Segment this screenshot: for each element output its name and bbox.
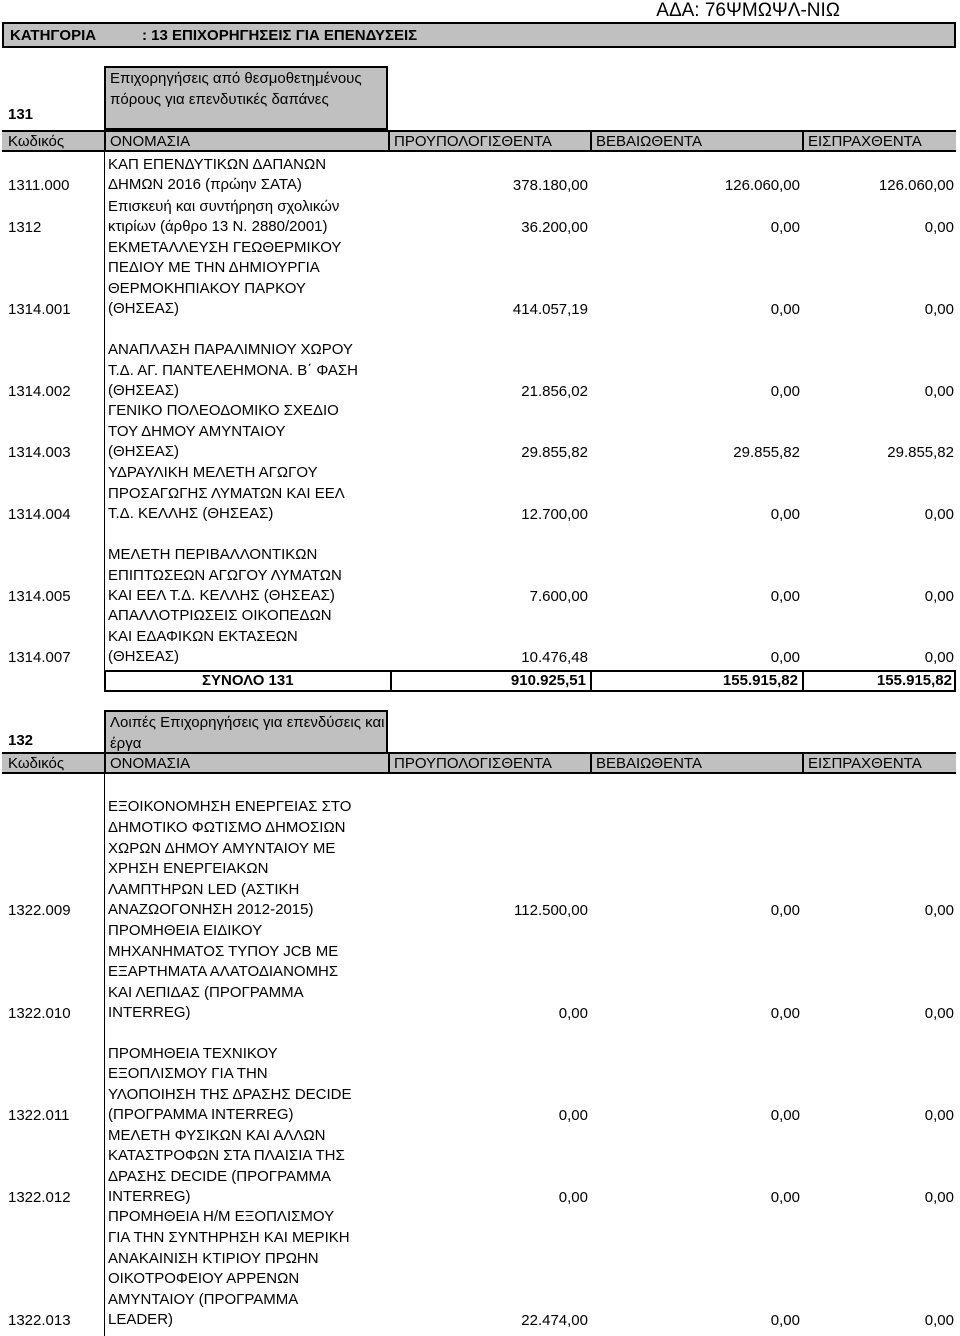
- row-budget: 7.600,00: [529, 588, 588, 605]
- col-collected: ΕΙΣΠΡΑΧΘΕΝΤΑ: [808, 755, 922, 772]
- row-budget: 29.855,82: [521, 444, 588, 461]
- col-certified: ΒΕΒΑΙΩΘΕΝΤΑ: [596, 133, 702, 150]
- row-name: ΕΞΟΙΚΟΝΟΜΗΣΗ ΕΝΕΡΓΕΙΑΣ ΣΤΟ ΔΗΜΟΤΙΚΟ ΦΩΤΙΣΜΟ ΔΗΜΟΣΙΩΝ ΧΩΡΩΝ ΔΗΜΟΥ ΑΜΥΝΤΑΙΟΥ ΜΕ ΧΡΗΣΗ ΕΝΕΡΓΕΙΑΚΩΝ ΛΑΜΠΤΗΡΩΝ LED (ΑΣΤΙΚΗ ΑΝΑΖΩΟΓΟΝΗΣΗ 2012-2015): [108, 798, 352, 919]
- row-certified: 0,00: [770, 383, 800, 400]
- row-certified: 0,00: [770, 1107, 800, 1124]
- total-certified: 155.915,82: [722, 672, 798, 689]
- row-collected: 126.060,00: [878, 177, 954, 194]
- row-code: 1322.009: [8, 902, 71, 919]
- table-row: [0, 1088, 960, 1208]
- col-code: Κωδικός: [8, 133, 65, 150]
- ada-code: ΑΔΑ: 76ΨΜΩΨΛ-ΝΙΩ: [656, 0, 840, 21]
- row-code: 1322.012: [8, 1189, 71, 1206]
- row-collected: 29.855,82: [887, 444, 954, 461]
- col-name: ΟΝΟΜΑΣΙΑ: [110, 755, 191, 772]
- row-name: ΜΕΛΕΤΗ ΠΕΡΙΒΑΛΛΟΝΤΙΚΩΝ ΕΠΙΠΤΩΣΕΩΝ ΑΓΩΓΟΥ ΛΥΜΑΤΩΝ ΚΑΙ ΕΕΛ Τ.Δ. ΚΕΛΛΗΣ (ΘΗΣΕΑΣ): [108, 546, 342, 605]
- section-code-132: 132: [8, 732, 34, 749]
- row-code: 1322.013: [8, 1312, 71, 1329]
- row-name: ΕΚΜΕΤΑΛΛΕΥΣΗ ΓΕΩΘΕΡΜΙΚΟΥ ΠΕΔΙΟΥ ΜΕ ΤΗΝ ΔΗΜΙΟΥΡΓΙΑ ΘΕΡΜΟΚΗΠΙΑΚΟΥ ΠΑΡΚΟΥ (ΘΗΣΕΑΣ): [108, 238, 342, 318]
- row-name: ΜΕΛΕΤΗ ΦΥΣΙΚΩΝ ΚΑΙ ΑΛΛΩΝ ΚΑΤΑΣΤΡΟΦΩΝ ΣΤΑ ΠΛΑΙΣΙΑ ΤΗΣ ΔΡΑΣΗΣ DECIDE (ΠΡΟΓΡΑΜΜΑ INTERREG): [108, 1126, 345, 1206]
- row-collected: 0,00: [924, 588, 954, 605]
- row-certified: 0,00: [770, 649, 800, 666]
- table-row: [0, 1208, 960, 1331]
- row-certified: 0,00: [770, 588, 800, 605]
- section-code-131: 131: [8, 106, 34, 123]
- row-collected: 0,00: [924, 902, 954, 919]
- table-row: [0, 548, 960, 668]
- row-certified: 0,00: [770, 1005, 800, 1022]
- col-certified: ΒΕΒΑΙΩΘΕΝΤΑ: [596, 755, 702, 772]
- row-code: 1322.011: [8, 1107, 70, 1124]
- category-label: ΚΑΤΗΓΟΡΙΑ: [10, 27, 97, 44]
- row-budget: 378.180,00: [512, 177, 588, 194]
- column-header-132: [2, 752, 956, 774]
- row-collected: 0,00: [924, 383, 954, 400]
- row-code: 1311.000: [8, 177, 70, 194]
- row-name: Επισκευή και συντήρηση σχολικών κτιρίων (άρθρο 13 Ν. 2880/2001): [108, 197, 340, 236]
- row-name: ΠΡΟΜΗΘΕΙΑ ΕΙΔΙΚΟΥ ΜΗΧΑΝΗΜΑΤΟΣ ΤΥΠΟΥ JCB ΜΕ ΕΞΑΡΤΗΜΑΤΑ ΑΛΑΤΟΔΙΑΝΟΜΗΣ ΚΑΙ ΛΕΠΙΔΑΣ (ΠΡΟΓΡΑΜΜΑ INTERREG): [108, 922, 339, 1022]
- table-row: [0, 798, 960, 921]
- row-collected: 0,00: [924, 1107, 954, 1124]
- row-budget: 0,00: [558, 1107, 588, 1124]
- col-code: Κωδικός: [8, 755, 65, 772]
- row-code: 1314.001: [8, 301, 71, 318]
- row-certified: 0,00: [770, 219, 800, 236]
- col-collected: ΕΙΣΠΡΑΧΘΕΝΤΑ: [808, 133, 922, 150]
- total-budget: 910.925,51: [510, 672, 586, 689]
- row-code: 1314.002: [8, 383, 71, 400]
- row-certified: 0,00: [770, 301, 800, 318]
- section-title-131: Επιχορηγήσεις από θεσμοθετημένους πόρους για επενδυτικές δαπάνες: [104, 66, 388, 130]
- total-label: ΣΥΝΟΛΟ 131: [202, 672, 294, 689]
- row-name: ΠΡΟΜΗΘΕΙΑ ΤΕΧΝΙΚΟΥ ΕΞΟΠΛΙΣΜΟΥ ΓΙΑ ΤΗΝ ΥΛΟΠΟΙΗΣΗ ΤΗΣ ΔΡΑΣΗΣ DECIDE (ΠΡΟΓΡΑΜΜΑ INTERREG): [108, 1044, 352, 1124]
- row-name: ΑΠΑΛΛΟΤΡΙΩΣΕΙΣ ΟΙΚΟΠΕΔΩΝ ΚΑΙ ΕΔΑΦΙΚΩΝ ΕΚΤΑΣΕΩΝ (ΘΗΣΕΑΣ): [108, 607, 332, 666]
- row-certified: 0,00: [770, 1312, 800, 1329]
- row-budget: 12.700,00: [521, 506, 588, 523]
- row-collected: 0,00: [924, 506, 954, 523]
- category-bar: [2, 22, 956, 48]
- section-title-132: Λοιπές Επιχορηγήσεις για επενδύσεις και έργα: [104, 710, 388, 754]
- row-budget: 0,00: [558, 1005, 588, 1022]
- row-code: 1314.004: [8, 506, 71, 523]
- row-code: 1314.007: [8, 649, 71, 666]
- col-budget: ΠΡΟΥΠΟΛΟΓΙΣΘΕΝΤΑ: [394, 755, 552, 772]
- row-collected: 0,00: [924, 1189, 954, 1206]
- row-code: 1322.010: [8, 1005, 71, 1022]
- row-budget: 414.057,19: [512, 301, 588, 318]
- row-name: ΚΑΠ ΕΠΕΝΔΥΤΙΚΩΝ ΔΑΠΑΝΩΝ ΔΗΜΩΝ 2016 (πρώην ΣΑΤΑ): [108, 155, 327, 194]
- row-name: ΑΝΑΠΛΑΣΗ ΠΑΡΑΛΙΜΝΙΟΥ ΧΩΡΟΥ Τ.Δ. ΑΓ. ΠΑΝΤΕΛΕΗΜΟΝΑ. Β΄ ΦΑΣΗ (ΘΗΣΕΑΣ): [108, 341, 359, 400]
- row-budget: 36.200,00: [521, 219, 588, 236]
- row-certified: 0,00: [770, 506, 800, 523]
- row-budget: 0,00: [558, 1189, 588, 1206]
- row-collected: 0,00: [924, 1005, 954, 1022]
- row-certified: 29.855,82: [733, 444, 800, 461]
- row-certified: 126.060,00: [724, 177, 800, 194]
- col-name: ΟΝΟΜΑΣΙΑ: [110, 133, 191, 150]
- row-certified: 0,00: [770, 902, 800, 919]
- row-budget: 21.856,02: [521, 383, 588, 400]
- row-collected: 0,00: [924, 301, 954, 318]
- row-name: ΥΔΡΑΥΛΙΚΗ ΜΕΛΕΤΗ ΑΓΩΓΟΥ ΠΡΟΣΑΓΩΓΗΣ ΛΥΜΑΤΩΝ ΚΑΙ ΕΕΛ Τ.Δ. ΚΕΛΛΗΣ (ΘΗΣΕΑΣ): [108, 464, 345, 523]
- total-collected: 155.915,82: [876, 672, 952, 689]
- category-value: : 13 ΕΠΙΧΟΡΗΓΗΣΕΙΣ ΓΙΑ ΕΠΕΝΔΥΣΕΙΣ: [142, 27, 418, 44]
- row-code: 1314.003: [8, 444, 71, 461]
- row-collected: 0,00: [924, 1312, 954, 1329]
- row-budget: 10.476,48: [521, 649, 588, 666]
- row-code: 1312: [8, 219, 42, 236]
- row-name: ΠΡΟΜΗΘΕΙΑ Η/Μ ΕΞΟΠΛΙΣΜΟΥ ΓΙΑ ΤΗΝ ΣΥΝΤΗΡΗΣΗ ΚΑΙ ΜΕΡΙΚΗ ΑΝΑΚΑΙΝΙΣΗ ΚΤΙΡΙΟΥ ΠΡΩΗΝ ΟΙΚΟΤΡΟΦΕΙΟΥ ΑΡΡΕΝΩΝ ΑΜΥΝΤΑΙΟΥ (ΠΡΟΓΡΑΜΜΑ LEADER): [108, 1208, 350, 1329]
- row-code: 1314.005: [8, 588, 71, 605]
- row-collected: 0,00: [924, 649, 954, 666]
- total-row-131: [104, 670, 956, 692]
- row-budget: 22.474,00: [521, 1312, 588, 1329]
- row-certified: 0,00: [770, 1189, 800, 1206]
- row-budget: 112.500,00: [514, 902, 588, 919]
- row-collected: 0,00: [924, 219, 954, 236]
- row-name: ΓΕΝΙΚΟ ΠΟΛΕΟΔΟΜΙΚΟ ΣΧΕΔΙΟ ΤΟΥ ΔΗΜΟΥ ΑΜΥΝΤΑΙΟΥ (ΘΗΣΕΑΣ): [108, 402, 339, 461]
- col-budget: ΠΡΟΥΠΟΛΟΓΙΣΘΕΝΤΑ: [394, 133, 552, 150]
